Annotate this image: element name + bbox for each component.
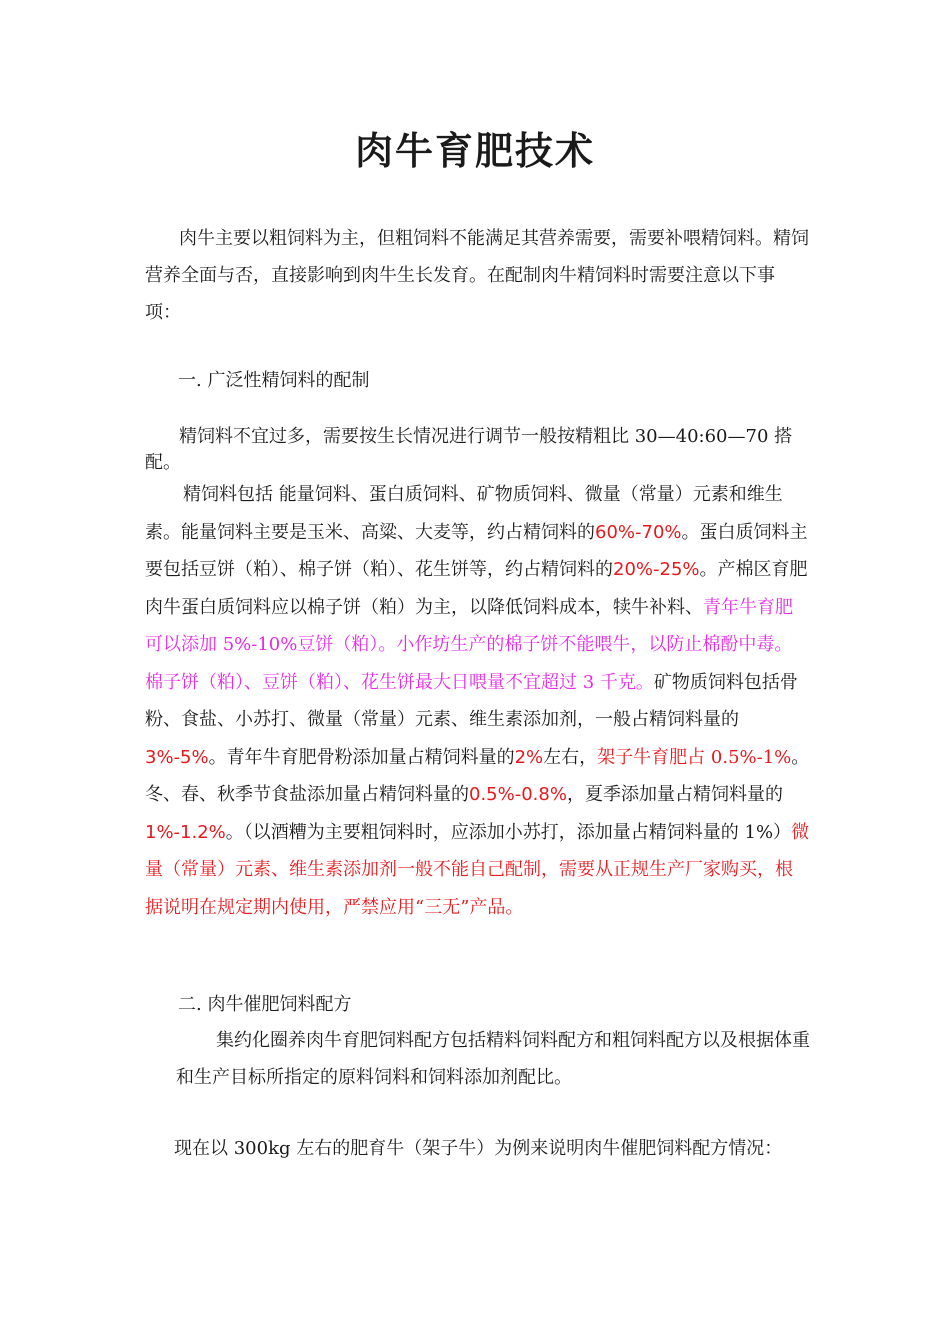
intro-paragraph: 肉牛主要以粗饲料为主，但粗饲料不能满足其营养需要，需要补喂精饲料。精饲营养全面与否，直接影响到肉牛生长发育。在配制肉牛精饲料时需要注意以下事项： [145, 228, 809, 323]
highlight-red: 1%-1.2% [145, 821, 226, 843]
text-run: 。产棉区育肥肉牛蛋白质饲料应以棉子饼（粕）为主，以降低饲料成本，犊牛补料、 [145, 559, 808, 618]
formula-paragraph: 集约化圈养肉牛育肥饲料配方包括精料饲料配方和粗饲料配方以及根据体重和生产目标所指定的原料饲料和饲料添加剂配比。 [176, 1030, 810, 1088]
text-run: 精饲料包括 能量饲料、蛋白质饲料、矿物质饲料、微量（常量）元素和维生素。能量饲料主要是玉米、高粱、大麦等，约占精饲料的 [145, 484, 783, 543]
document-title: 肉牛育肥技术 [354, 129, 595, 173]
example-paragraph: 现在以 300kg 左右的肥育牛（架子牛）为例来说明肉牛催肥饲料配方情况： [174, 1138, 783, 1159]
text-run: 。青年牛育肥骨粉添加量占精饲料量的 [208, 746, 515, 768]
highlight-red: 微量（常量）元素、维生素添加剂一般不能自己配制，需要从正规生产厂家购买，根据说明在规定期内使用，严禁应用“三无”产品。 [145, 821, 810, 918]
text-run: 。冬、春、秋季节食盐添加量占精饲料量的 [145, 746, 810, 805]
section-1-heading: 一. 广泛性精饲料的配制 [178, 370, 370, 391]
feed-composition-paragraph [145, 476, 810, 926]
highlight-red: 60%-70% [595, 521, 682, 543]
text-run: 。（以酒糟为主要粗饲料时，应添加小苏打，添加量占精饲料量的 1%） [225, 821, 792, 843]
highlight-red: 0.5%-0.8% [469, 784, 567, 805]
ratio-paragraph: 精饲料不宜过多，需要按生长情况进行调节一般按精粗比 30—40:60—70 搭配。 [145, 426, 793, 473]
highlight-red: 3%-5% [145, 746, 209, 768]
highlight-red: 2% [514, 746, 544, 768]
text-run: 。蛋白质饲料主要包括豆饼（粕）、棉子饼（粕）、花生饼等，约占精饲料的 [145, 521, 808, 580]
highlight-pink: 青年牛育肥可以添加 5%-10%豆饼（粕）。小作坊生产的棉子饼不能喂牛，以防止棉酚中毒。棉子饼（粕）、豆饼（粕）、花生饼最大日喂量不宜超过 3 千克。 [145, 596, 793, 693]
text-run: 左右， [543, 746, 598, 768]
text-run: 矿物质饲料包括骨粉、食盐、小苏打、微量（常量）元素、维生素添加剂，一般占精饲料量的 [145, 671, 798, 730]
highlight-red: 架子牛育肥占 0.5%-1% [597, 746, 792, 768]
text-run: ，夏季添加量占精饲料量的 [566, 784, 783, 805]
section-2-heading: 二. 肉牛催肥饲料配方 [178, 994, 352, 1015]
highlight-red: 20%-25% [613, 559, 700, 580]
